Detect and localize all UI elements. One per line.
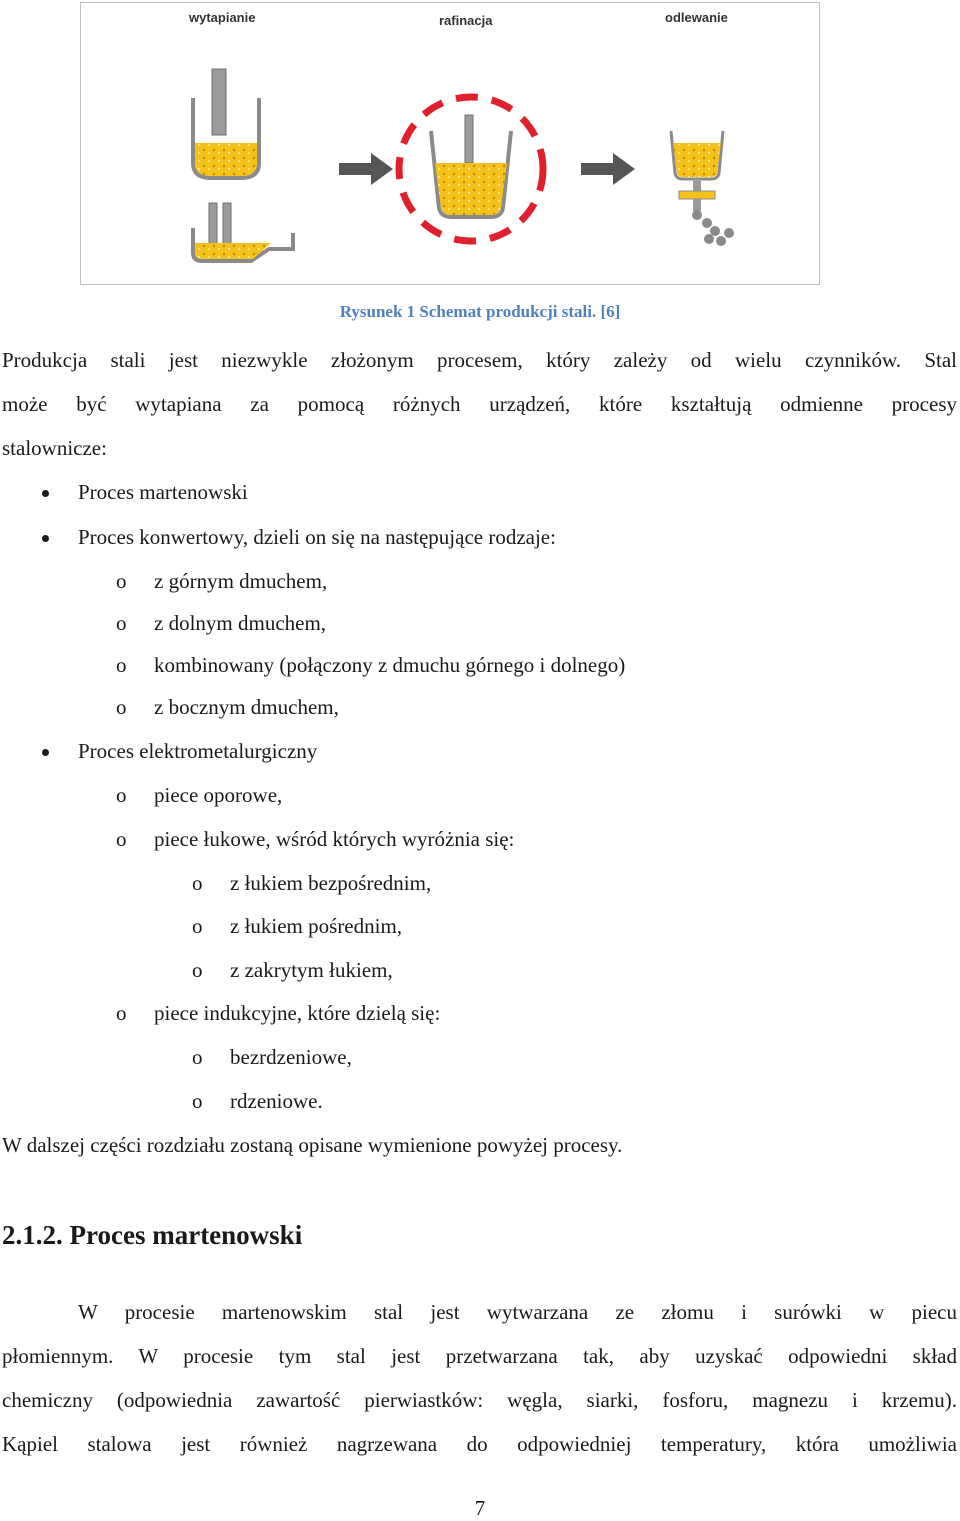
intro-line-3: stalownicze: xyxy=(2,436,107,460)
sub-sub-marker: o xyxy=(192,914,203,938)
sub-sub-marker: o xyxy=(192,871,203,895)
bullet-dot xyxy=(42,535,49,542)
sub-marker: o xyxy=(116,653,127,677)
sub-sub-marker: o xyxy=(192,1045,203,1069)
bullet-dot xyxy=(42,749,49,756)
list-subitem: z bocznym dmuchem, xyxy=(154,695,339,719)
list-subitem: kombinowany (połączony z dmuchu górnego i dolnego) xyxy=(154,653,626,677)
list-subitem: z dolnym dmuchem, xyxy=(154,611,327,635)
production-diagram xyxy=(80,2,820,285)
figure-caption: Rysunek 1 Schemat produkcji stali. [6] xyxy=(339,302,621,321)
arrow-right-icon xyxy=(339,153,393,185)
list-subsubitem: rdzeniowe. xyxy=(230,1089,323,1113)
sub-marker: o xyxy=(116,569,127,593)
list-subsubitem: bezrdzeniowe, xyxy=(230,1045,352,1069)
casting-ladle-icon xyxy=(671,131,734,246)
list-subsubitem: z zakrytym łukiem, xyxy=(230,958,393,982)
sub-marker: o xyxy=(116,611,127,635)
section-line-2: płomiennym. W procesie tym stal jest przetwarzana tak, aby uzyskać odpowiedni skład xyxy=(2,1344,957,1368)
list-item-martenowski: Proces martenowski xyxy=(78,480,248,504)
section-line-3: chemiczny (odpowiednia zawartość pierwiastków: węgla, siarki, fosforu, magnezu i krzemu). xyxy=(2,1388,957,1412)
sub-sub-marker: o xyxy=(192,1089,203,1113)
list-subsubitem: z łukiem bezpośrednim, xyxy=(230,871,432,895)
sub-marker: o xyxy=(116,695,127,719)
list-subitem: piece indukcyjne, które dzielą się: xyxy=(154,1001,441,1025)
sub-marker: o xyxy=(116,783,127,807)
stage-label-refining: rafinacja xyxy=(439,13,493,28)
section-line-1: W procesie martenowskim stal jest wytwarzana ze złomu i surówki w piecu xyxy=(78,1300,957,1324)
production-diagram-graphic xyxy=(81,3,821,286)
section-line-4: Kąpiel stalowa jest również nagrzewana do odpowiedniej temperatury, która umożliwia xyxy=(2,1432,957,1456)
intro-line-1: Produkcja stali jest niezwykle złożonym procesem, który zależy od wielu czynników. Stal xyxy=(2,348,957,372)
list-subitem: piece łukowe, wśród których wyróżnia się: xyxy=(154,827,515,851)
melting-furnace-icon xyxy=(193,69,259,178)
sub-sub-marker: o xyxy=(192,958,203,982)
intro-line-2: może być wytapiana za pomocą różnych urządzeń, które kształtują odmienne procesy xyxy=(2,392,957,416)
closing-sentence: W dalszej części rozdziału zostaną opisane wymienione powyżej procesy. xyxy=(2,1133,623,1157)
refining-ladle-icon xyxy=(399,97,543,241)
arrow-right-icon xyxy=(581,153,635,185)
stage-label-melting: wytapianie xyxy=(189,10,256,25)
stage-label-casting: odlewanie xyxy=(665,10,728,25)
sub-marker: o xyxy=(116,827,127,851)
bullet-dot xyxy=(42,490,49,497)
list-item-konwertorowy: Proces konwertowy, dzieli on się na następujące rodzaje: xyxy=(78,525,556,549)
list-subsubitem: z łukiem pośrednim, xyxy=(230,914,403,938)
arc-furnace-icon xyxy=(193,203,293,261)
list-item-elektrometalurgiczny: Proces elektrometalurgiczny xyxy=(78,739,318,763)
list-subitem: piece oporowe, xyxy=(154,783,283,807)
section-heading: 2.1.2. Proces martenowski xyxy=(2,1220,303,1250)
list-subitem: z górnym dmuchem, xyxy=(154,569,328,593)
sub-marker: o xyxy=(116,1001,127,1025)
page-number: 7 xyxy=(474,1496,486,1520)
